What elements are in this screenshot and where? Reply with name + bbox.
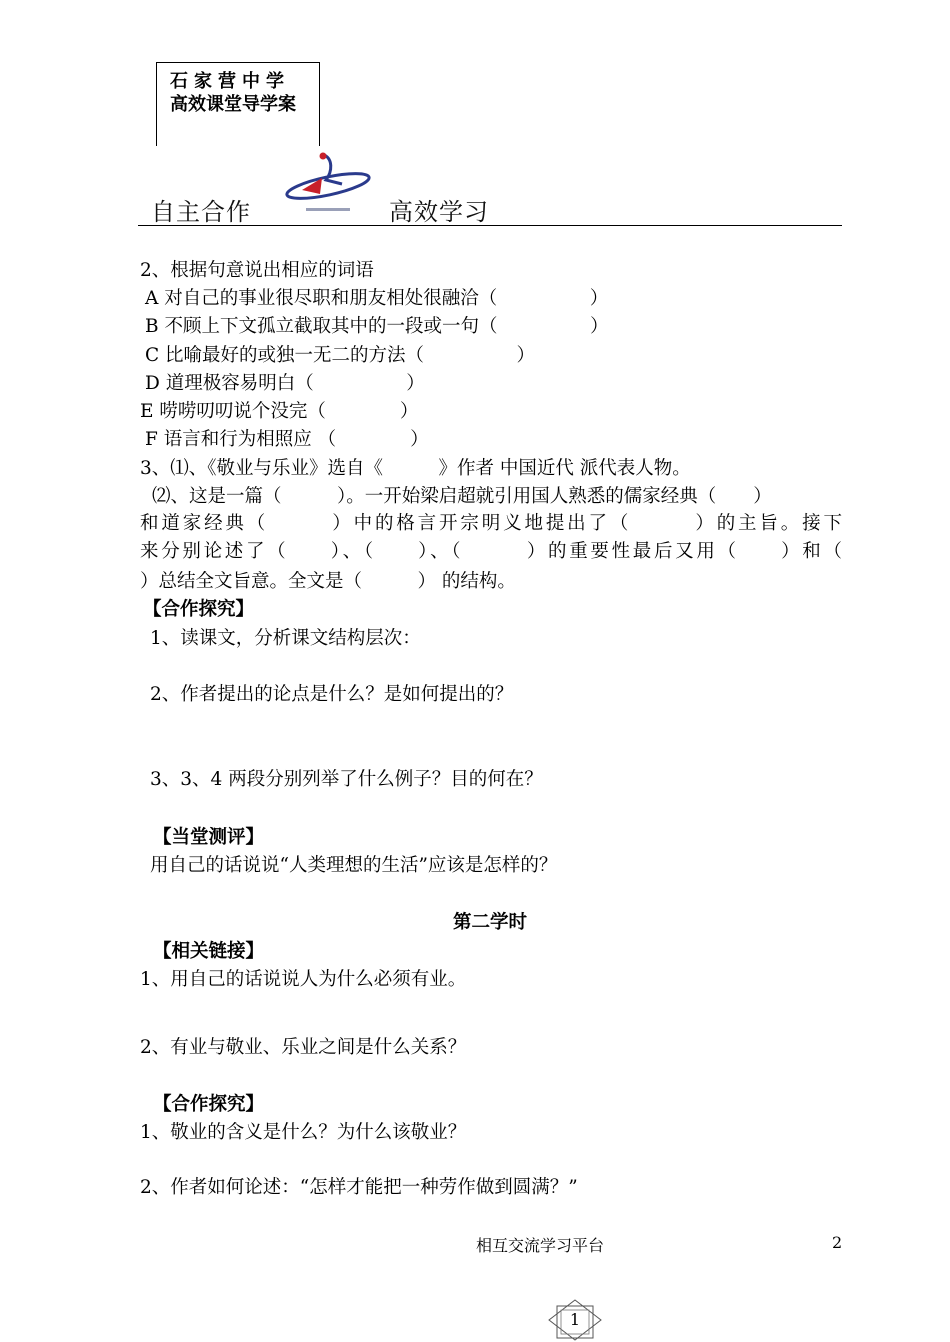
q2-item-b: B 不顾上下文孤立截取其中的一段或一句（ ） — [145, 316, 609, 337]
section1-item-3: 3、3、4 两段分别列举了什么例子？目的何在？ — [150, 769, 543, 790]
q3-line-1: 3、⑴、《敬业与乐业》选自《 》作者 中国近代 派代表人物。 — [140, 458, 691, 479]
header-divider — [138, 225, 842, 226]
page-number-right: 2 — [832, 1233, 843, 1252]
footer-platform: 相互交流学习平台 — [476, 1236, 605, 1255]
q2-item-f: F 语言和行为相照应 （ ） — [145, 429, 429, 450]
section3-item-2: 2、有业与敬业、乐业之间是什么关系？ — [140, 1037, 467, 1058]
section4-item-1: 1、敬业的含义是什么？为什么该敬业？ — [140, 1122, 467, 1143]
section4-item-2: 2、作者如何论述：“怎样才能把一种劳作做到圆满？” — [140, 1177, 578, 1198]
section-heading-cooperate: 【合作探究】 — [143, 599, 255, 620]
section-heading-cooperate-2: 【合作探究】 — [153, 1094, 265, 1115]
q3-line-4: 来分别论述了（ ）、（ ）、（ ）的重要性最后又用（ ）和（ — [140, 541, 842, 562]
school-name: 石家营中学 — [170, 71, 290, 92]
banner-left-slogan: 自主合作 — [151, 198, 251, 226]
banner-right-slogan: 高效学习 — [389, 198, 489, 226]
q2-item-d: D 道理极容易明白（ ） — [145, 373, 425, 394]
q3-line-2: ⑵、这是一篇（ ）。一开始梁启超就引用国人熟悉的儒家经典（ ） — [152, 486, 772, 507]
section-heading-links: 【相关链接】 — [153, 941, 265, 962]
q2-item-c: C 比喻最好的或独一无二的方法（ ） — [145, 345, 536, 366]
section-heading-test: 【当堂测评】 — [153, 827, 265, 848]
page-number-center: 1 — [569, 1310, 581, 1329]
q2-item-e: E 唠唠叨叨说个没完（ ） — [140, 401, 419, 422]
section1-item-1: 1、读课文，分析课文结构层次： — [150, 628, 421, 649]
school-subtitle: 高效课堂导学案 — [170, 94, 296, 115]
q3-line-5: ）总结全文旨意。全文是（ ） 的结构。 — [140, 571, 516, 592]
q2-title: 2、根据句意说出相应的词语 — [140, 260, 374, 281]
q2-item-a: A 对自己的事业很尽职和朋友相处很融洽（ ） — [145, 288, 609, 309]
section3-item-1: 1、用自己的话说说人为什么必须有业。 — [140, 969, 467, 990]
school-logo-icon — [282, 150, 378, 218]
section2-text: 用自己的话说说“人类理想的生活”应该是怎样的？ — [150, 855, 558, 876]
q3-line-3: 和道家经典（ ）中的格言开宗明义地提出了（ ）的主旨。接下 — [140, 513, 842, 534]
section1-item-2: 2、作者提出的论点是什么？是如何提出的？ — [150, 684, 514, 705]
lesson-2-title: 第二学时 — [453, 912, 528, 933]
